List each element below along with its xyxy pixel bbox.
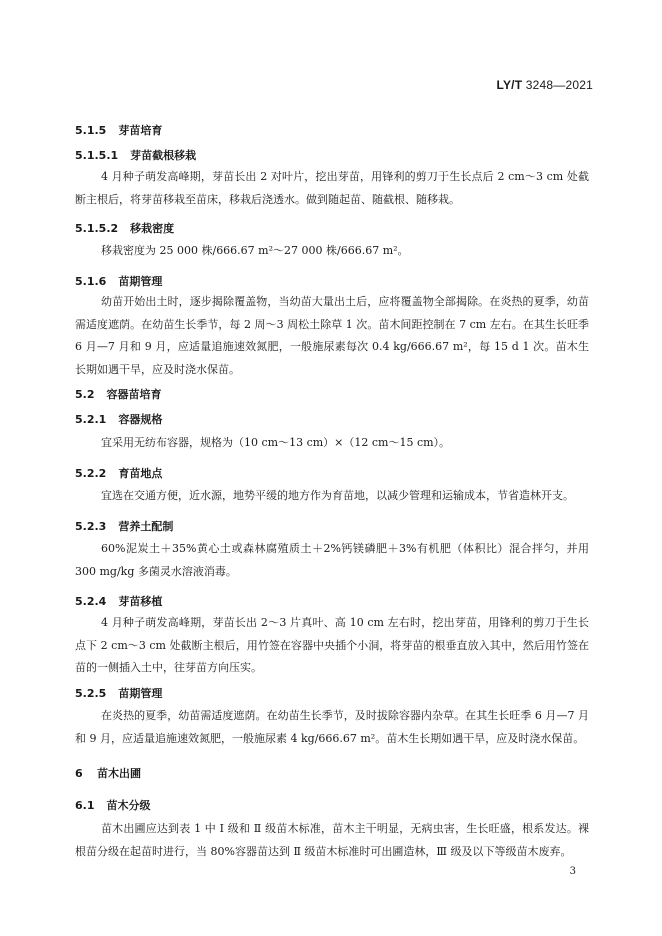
paragraph-5-1-5-2: 移栽密度为 25 000 株/666.67 m²～27 000 株/666.67 m²。 <box>101 244 409 257</box>
paragraph-5-1-6: 幼苗开始出土时，逐步揭除覆盖物，当幼苗大量出土后，应将覆盖物全部揭除。在炎热的夏季，幼苗需适度遮荫。在幼苗生长季节，每 2 周～3 周松土除草 1 次。苗木间距控制在 7 cm 左右。在其生长旺季 6 月—7 月和 9 月，应适量追施速效氮肥，一般施尿素每次 0.4 kg/666.67 m²，每 15 d 1 次。苗木生长期如遇干旱，应及时浇水保苗。 <box>75 295 589 376</box>
section-title: 苗期管理 <box>118 687 163 700</box>
section-heading-6-1 <box>75 797 151 813</box>
paragraph-6-1: 苗木出圃应达到表 1 中 Ⅰ 级和 Ⅱ 级苗木标准，苗木主干明显，无病虫害，生长旺盛，根系发达。裸根苗分级在起苗时进行，当 80%容器苗达到 Ⅱ 级苗木标准时可出圃造林，Ⅲ 级及以下等级苗木废弃。 <box>75 822 589 858</box>
section-title: 芽苗培育 <box>118 124 163 137</box>
section-heading-5-2-4 <box>75 593 162 609</box>
section-title: 容器规格 <box>118 413 163 426</box>
section-number: 5.2.1 <box>75 413 107 426</box>
section-title: 苗期管理 <box>118 275 163 288</box>
section-heading-5-1-5 <box>75 122 162 138</box>
section-title: 移栽密度 <box>130 222 175 235</box>
paragraph-5-2-5: 在炎热的夏季，幼苗需适度遮荫。在幼苗生长季节，及时拔除容器内杂草。在其生长旺季 6 月—7 月和 9 月，应适量追施速效氮肥，一般施尿素 4 kg/666.67 m²。苗木生长期如遇干旱，应及时浇水保苗。 <box>75 709 589 745</box>
section-title: 芽苗截根移栽 <box>130 149 197 162</box>
section-number: 5.1.6 <box>75 275 107 288</box>
section-title: 芽苗移植 <box>118 595 163 608</box>
section-number: 5.2.2 <box>75 467 107 480</box>
paragraph-5-1-5-1: 4 月种子萌发高峰期，芽苗长出 2 对叶片，挖出芽苗，用锋利的剪刀于生长点后 2 cm～3 cm 处截断主根后，将芽苗移栽至苗床，移栽后浇透水。做到随起苗、随截根、随移栽。 <box>75 170 589 206</box>
section-number: 5.1.5 <box>75 124 107 137</box>
section-number: 6.1 <box>75 799 95 812</box>
standard-code-prefix: LY/T <box>496 78 523 92</box>
section-number: 5.1.5.1 <box>75 149 119 162</box>
paragraph-5-2-4: 4 月种子萌发高峰期，芽苗长出 2～3 片真叶、高 10 cm 左右时，挖出芽苗，用锋利的剪刀于生长点下 2 cm～3 cm 处截断主根后，用竹签在容器中央插个小洞，将芽苗的根垂直放入其中，然后用竹签在苗的一侧插入土中，往芽苗方向压实。 <box>75 616 589 674</box>
section-number: 5.2 <box>75 388 95 401</box>
section-heading-5-2 <box>75 386 162 402</box>
page-number: 3 <box>569 866 576 877</box>
section-number: 5.1.5.2 <box>75 222 119 235</box>
section-heading-5-1-6 <box>75 273 162 289</box>
section-heading-5-2-1 <box>75 411 162 427</box>
section-heading-5-2-5 <box>75 685 162 701</box>
paragraph-5-2-1: 宜采用无纺布容器，规格为（10 cm～13 cm）×（12 cm～15 cm）。 <box>101 436 451 449</box>
standard-code-number: 3248—2021 <box>525 78 593 92</box>
section-number: 5.2.3 <box>75 520 107 533</box>
section-heading-5-2-2 <box>75 465 162 481</box>
section-title: 营养土配制 <box>118 520 174 533</box>
section-heading-6 <box>75 765 141 781</box>
section-title: 苗木分级 <box>106 799 151 812</box>
section-title: 育苗地点 <box>118 467 163 480</box>
standard-code-header <box>497 78 593 92</box>
section-heading-5-1-5-2 <box>75 220 174 236</box>
section-title: 容器苗培育 <box>106 388 162 401</box>
section-number: 6 <box>75 767 83 780</box>
section-number: 5.2.5 <box>75 687 107 700</box>
paragraph-5-2-3: 60%泥炭土＋35%黄心土或森林腐殖质土＋2%钙镁磷肥＋3%有机肥（体积比）混合拌匀，并用 300 mg/kg 多菌灵水溶液消毒。 <box>75 542 589 578</box>
section-heading-5-2-3 <box>75 518 173 534</box>
section-number: 5.2.4 <box>75 595 107 608</box>
paragraph-5-2-2: 宜选在交通方便，近水源，地势平缓的地方作为育苗地，以减少管理和运输成本，节省造林开支。 <box>101 489 574 502</box>
section-title: 苗木出圃 <box>97 767 141 780</box>
section-heading-5-1-5-1 <box>75 147 196 163</box>
